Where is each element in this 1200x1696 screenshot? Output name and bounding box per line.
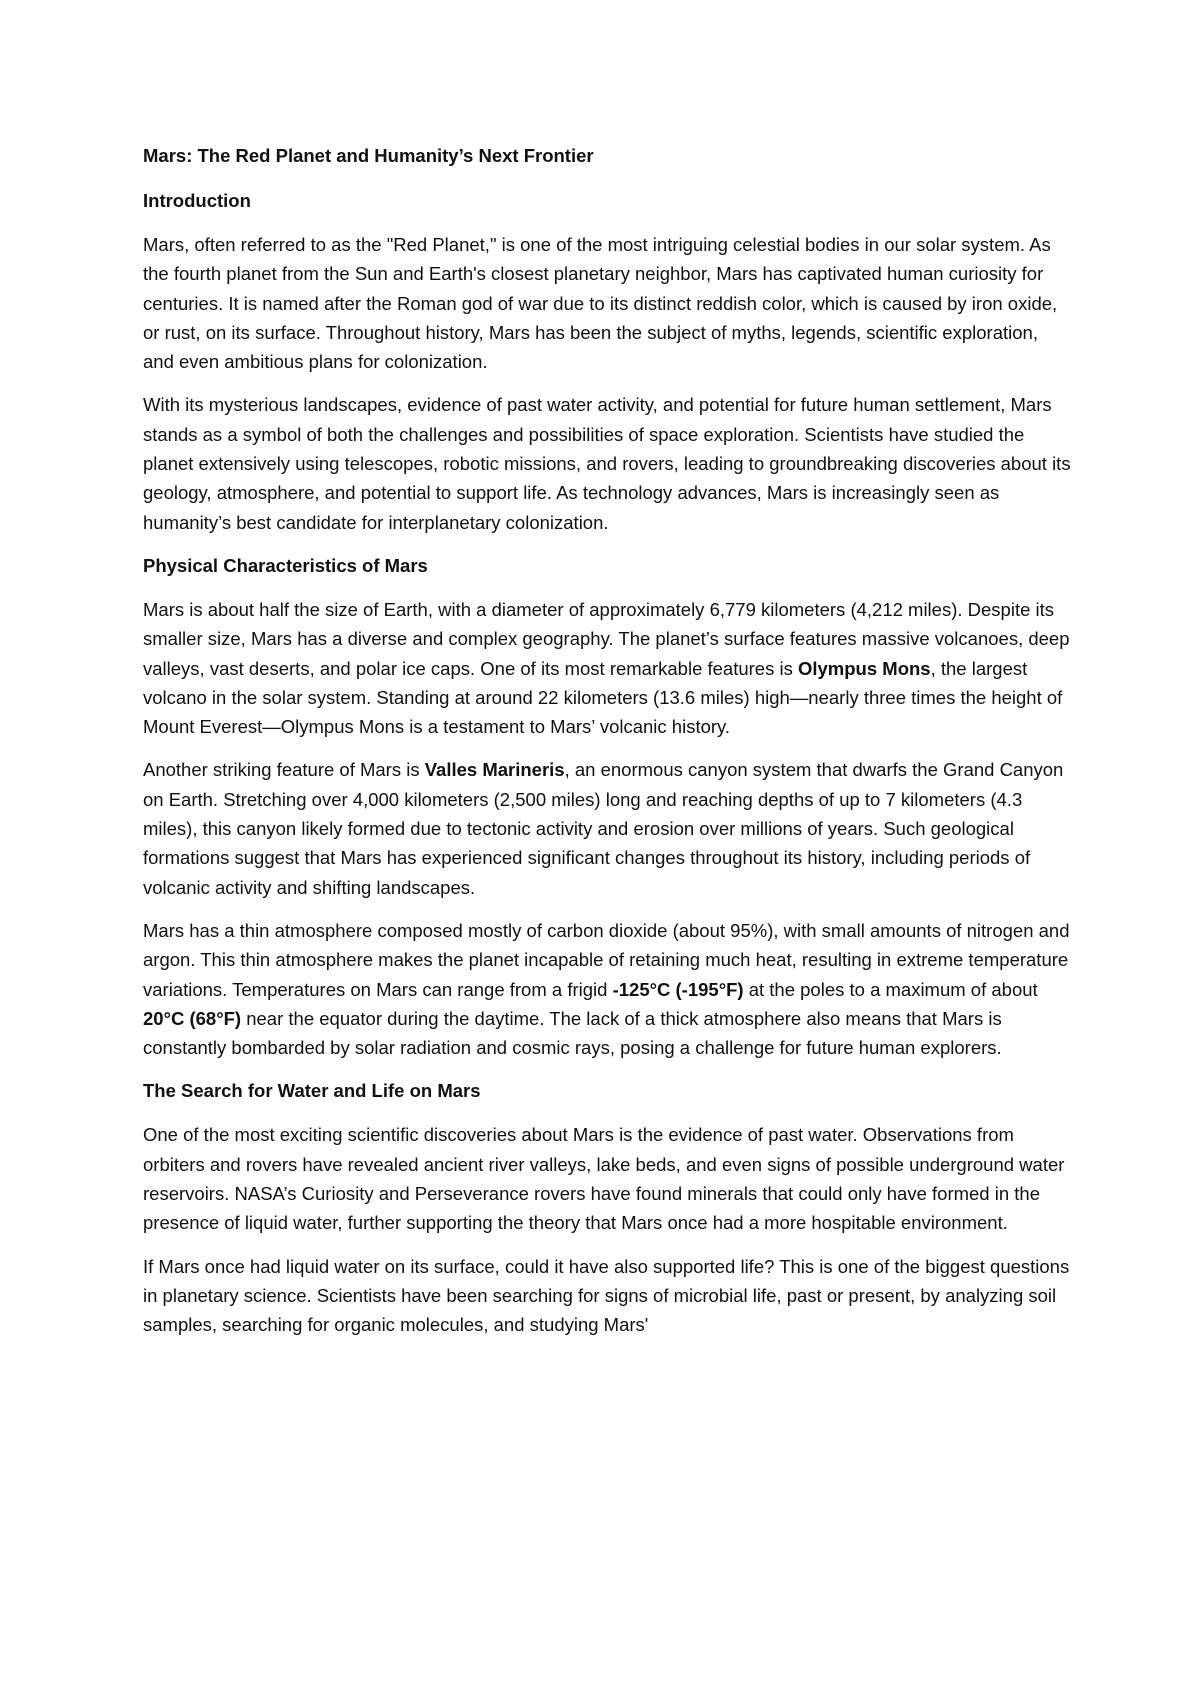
physical-paragraph-1 — [143, 595, 1073, 741]
section-heading-introduction: Introduction — [143, 190, 251, 211]
bold-term-valles-marineris: Valles Marineris — [424, 759, 565, 781]
document-title: Mars: The Red Planet and Humanity’s Next Frontier — [143, 145, 594, 166]
text-run: , the largest volcano in the solar system. Standing at around 22 kilometers (13.6 miles) high—nearly three times the height of Mount Everest—Olympus Mons is a testament to Mars’ volcanic history. — [143, 657, 1063, 738]
text-run: at the poles to a maximum of about — [743, 978, 1038, 1000]
text-run: Mars is about half the size of Earth, with a diameter of approximately 6,779 kilometers (4,212 miles). Despite its smaller size, Mars has a diverse and complex geography. The planet’s surface features massive volcanoes, deep valleys, vast deserts, and polar ice caps. One of its most remarkable features is — [143, 598, 1070, 679]
document-page — [143, 141, 1073, 1354]
water-paragraph-2: If Mars once had liquid water on its surface, could it have also supported life? This is one of the biggest questions in planetary science. Scientists have been searching for signs of microbial life, past or present, by analyzing soil samples, searching for organic molecules, and studying Mars' — [143, 1255, 1070, 1336]
physical-paragraph-3 — [143, 916, 1073, 1062]
physical-paragraph-2 — [143, 755, 1073, 901]
text-run: Another striking feature of Mars is — [143, 759, 425, 781]
bold-temperature-low: -125°C (-195°F) — [612, 978, 744, 1000]
intro-paragraph-1: Mars, often referred to as the "Red Planet," is one of the most intriguing celestial bodies in our solar system. As the fourth planet from the Sun and Earth's closest planetary neighbor, Mars has captivated human curiosity for centuries. It is named after the Roman god of war due to its distinct reddish color, which is caused by iron oxide, or rust, on its surface. Throughout history, Mars has been the subject of myths, legends, scientific exploration, and even ambitious plans for colonization. — [143, 234, 1058, 373]
text-run: near the equator during the daytime. The lack of a thick atmosphere also means that Mars is constantly bombarded by solar radiation and cosmic rays, posing a challenge for future human explorers. — [143, 1007, 1002, 1059]
water-paragraph-1: One of the most exciting scientific discoveries about Mars is the evidence of past water. Observations from orbiters and rovers have revealed ancient river valleys, lake beds, and even signs of possible underground water reservoirs. NASA’s Curiosity and Perseverance rovers have found minerals that could only have formed in the presence of liquid water, further supporting the theory that Mars once had a more hospitable environment. — [143, 1124, 1065, 1234]
section-heading-water-and-life: The Search for Water and Life on Mars — [143, 1080, 481, 1102]
bold-temperature-high: 20°C (68°F) — [143, 1007, 242, 1029]
intro-paragraph-2: With its mysterious landscapes, evidence of past water activity, and potential for future human settlement, Mars stands as a symbol of both the challenges and possibilities of space exploration. Scientists have studied the planet extensively using telescopes, robotic missions, and rovers, leading to groundbreaking discoveries about its geology, atmosphere, and potential to support life. As technology advances, Mars is increasingly seen as humanity’s best candidate for interplanetary colonization. — [143, 394, 1071, 533]
section-heading-physical-characteristics: Physical Characteristics of Mars — [143, 554, 428, 576]
bold-term-olympus-mons: Olympus Mons — [797, 657, 931, 679]
text-run: , an enormous canyon system that dwarfs the Grand Canyon on Earth. Stretching over 4,000 kilometers (2,500 miles) long and reaching depths of up to 7 kilometers (4.3 miles), this canyon likely formed due to tectonic activity and erosion over millions of years. Such geological formations suggest that Mars has experienced significant changes throughout its history, including periods of volcanic activity and shifting landscapes. — [143, 759, 1064, 898]
text-run: Mars has a thin atmosphere composed mostly of carbon dioxide (about 95%), with small amounts of nitrogen and argon. This thin atmosphere makes the planet incapable of retaining much heat, resulting in extreme temperature variations. Temperatures on Mars can range from a frigid — [143, 919, 1070, 1000]
